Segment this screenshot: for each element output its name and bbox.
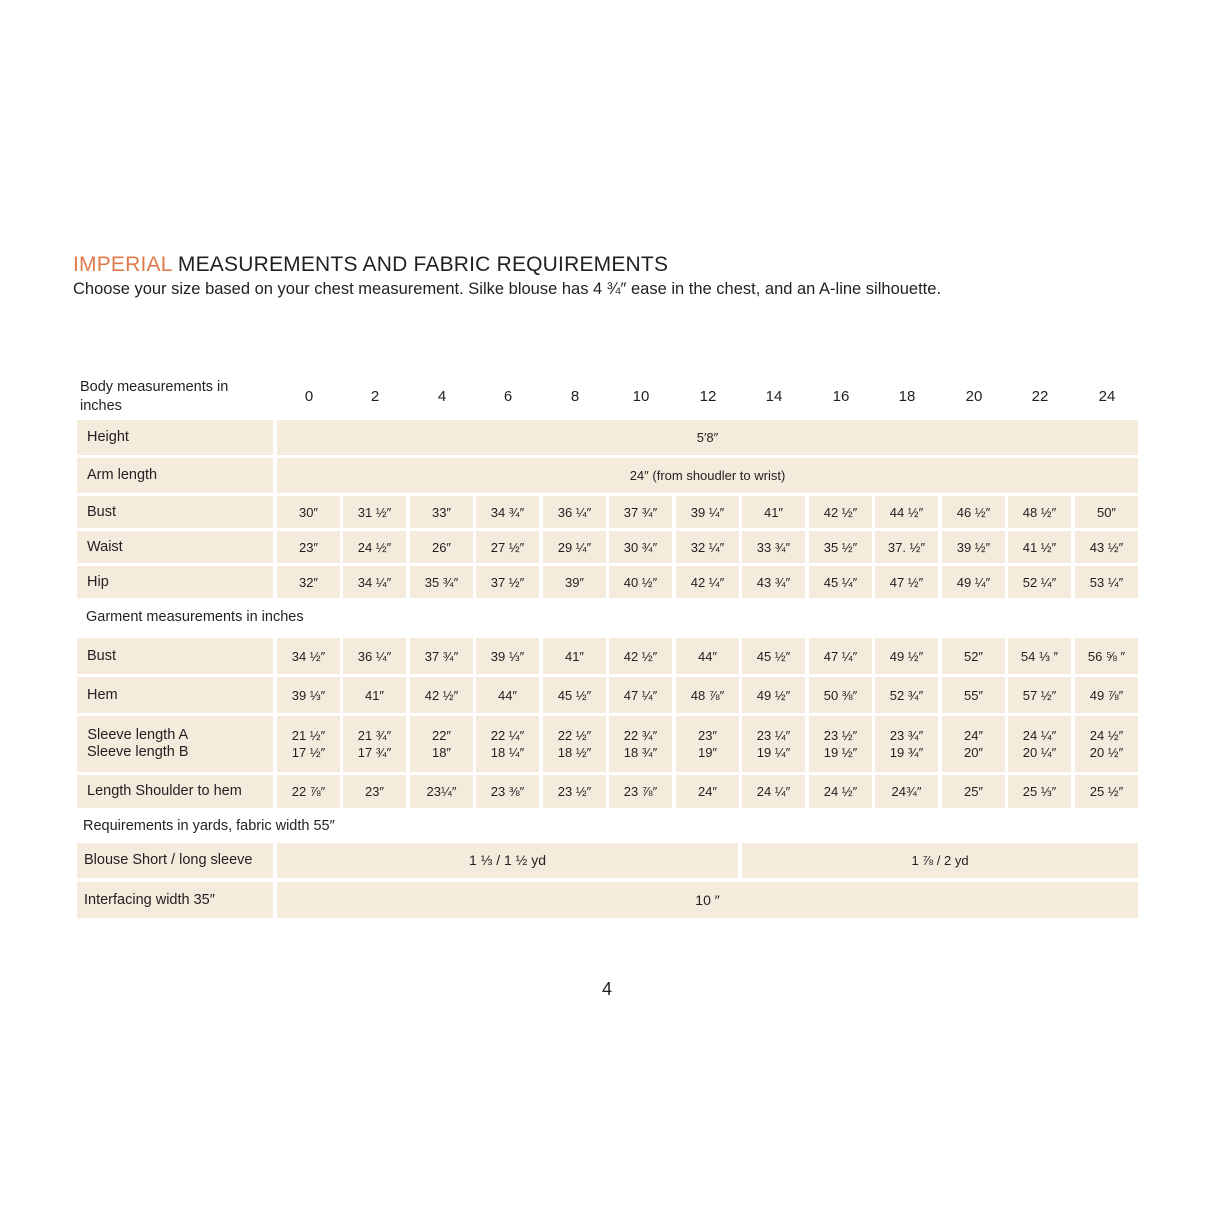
body-hip-label: Hip [77, 566, 273, 598]
interfacing-label: Interfacing width 35″ [77, 882, 273, 918]
sleeve-length-label [77, 716, 273, 772]
body-hip-cell: 45 ¼″ [809, 566, 872, 598]
title-rest: MEASUREMENTS AND FABRIC REQUIREMENTS [171, 253, 669, 276]
body-hip-cell: 43 ¾″ [742, 566, 805, 598]
sleeve-length-cell [410, 716, 473, 772]
size-header: 14 [765, 388, 783, 405]
sleeve-length-cell [543, 716, 606, 772]
body-waist-cell: 32 ¼″ [676, 531, 739, 563]
sleeve-b-value: 19 ½″ [823, 745, 858, 760]
body-hip-cell: 32″ [277, 566, 340, 598]
garment-bust-cell: 52″ [942, 638, 1005, 674]
requirements-header: Requirements in yards, fabric width 55″ [83, 818, 335, 834]
body-bust-cell: 48 ½″ [1008, 496, 1071, 528]
size-header: 20 [965, 388, 983, 405]
arm-length-label: Arm length [77, 458, 273, 493]
sleeve-length-cell [277, 716, 340, 772]
sleeve-a-value: 21 ¾″ [357, 728, 392, 743]
sleeve-a-value: 22 ½″ [557, 728, 592, 743]
body-bust-cell: 46 ½″ [942, 496, 1005, 528]
garment-hem-cell: 48 ⅞″ [676, 677, 739, 713]
body-bust-cell: 44 ½″ [875, 496, 938, 528]
garment-bust-cell: 39 ⅓″ [476, 638, 539, 674]
body-bust-cell: 30″ [277, 496, 340, 528]
garment-bust-cell: 42 ½″ [609, 638, 672, 674]
body-hip-cell: 53 ¼″ [1075, 566, 1138, 598]
length-shoulder-hem-cell: 23 ½″ [543, 775, 606, 808]
sleeve-value-stack [558, 727, 592, 761]
length-shoulder-hem-cell: 23 ⅜″ [476, 775, 539, 808]
garment-hem-cell: 52 ¾″ [875, 677, 938, 713]
arm-length-value: 24″ (from shoudler to wrist) [277, 458, 1138, 493]
sleeve-a-value: 23 ¼″ [756, 728, 791, 743]
body-waist-cell: 39 ½″ [942, 531, 1005, 563]
garment-bust-cell: 41″ [543, 638, 606, 674]
sleeve-value-stack [432, 727, 451, 761]
sleeve-a-value: 23 ¾″ [889, 728, 924, 743]
sleeve-a-value: 22 ¼″ [490, 728, 525, 743]
sleeve-b-value: 19 ¼″ [756, 745, 791, 760]
sleeve-a-value: 21 ½″ [291, 728, 326, 743]
garment-bust-cell: 45 ½″ [742, 638, 805, 674]
sleeve-value-stack [890, 727, 924, 761]
sleeve-length-cell [1008, 716, 1071, 772]
length-shoulder-hem-cell: 25 ⅓″ [1008, 775, 1071, 808]
sleeve-a-value: 24″ [963, 728, 984, 743]
garment-hem-cell: 57 ½″ [1008, 677, 1071, 713]
body-hip-cell: 39″ [543, 566, 606, 598]
sleeve-length-cell [676, 716, 739, 772]
length-shoulder-hem-cell: 23″ [343, 775, 406, 808]
sleeve-value-stack [292, 727, 326, 761]
page-subtitle: Choose your size based on your chest measurement. Silke blouse has 4 ¾″ ease in the chest, and an A-line silhouette. [73, 280, 942, 298]
sleeve-label-stack [87, 727, 189, 761]
blouse-small-sizes-value: 1 ⅓ / 1 ½ yd [277, 843, 738, 878]
length-shoulder-hem-cell: 25″ [942, 775, 1005, 808]
garment-bust-cell: 44″ [676, 638, 739, 674]
sleeve-value-stack [698, 727, 717, 761]
body-hip-cell: 42 ¼″ [676, 566, 739, 598]
size-header: 16 [832, 388, 850, 405]
garment-hem-cell: 47 ¼″ [609, 677, 672, 713]
body-bust-cell: 41″ [742, 496, 805, 528]
size-header: 2 [370, 388, 380, 405]
sleeve-b-value: 20″ [963, 745, 984, 760]
garment-bust-cell: 49 ½″ [875, 638, 938, 674]
garment-bust-cell: 56 ⅝ ″ [1075, 638, 1138, 674]
size-header: 4 [437, 388, 447, 405]
sleeve-b-value: 18″ [431, 745, 452, 760]
body-bust-cell: 36 ¼″ [543, 496, 606, 528]
length-shoulder-hem-cell: 23 ⅞″ [609, 775, 672, 808]
sleeve-length-cell [609, 716, 672, 772]
body-waist-label: Waist [77, 531, 273, 563]
sleeve-value-stack [964, 727, 983, 761]
length-shoulder-hem-cell: 24 ½″ [809, 775, 872, 808]
length-shoulder-hem-cell: 25 ½″ [1075, 775, 1138, 808]
sleeve-a-value: 24 ½″ [1089, 728, 1124, 743]
body-bust-label: Bust [77, 496, 273, 528]
sleeve-b-value: 20 ¼″ [1022, 745, 1057, 760]
body-hip-cell: 37 ½″ [476, 566, 539, 598]
body-hip-cell: 40 ½″ [609, 566, 672, 598]
size-header: 12 [699, 388, 717, 405]
length-shoulder-hem-cell: 24¾″ [875, 775, 938, 808]
body-bust-cell: 37 ¾″ [609, 496, 672, 528]
body-waist-cell: 41 ½″ [1008, 531, 1071, 563]
garment-hem-cell: 50 ⅜″ [809, 677, 872, 713]
body-measurements-header: Body measurements in inches [80, 379, 229, 414]
body-waist-cell: 26″ [410, 531, 473, 563]
sleeve-value-stack [491, 727, 525, 761]
garment-hem-cell: 42 ½″ [410, 677, 473, 713]
sleeve-length-cell [942, 716, 1005, 772]
body-waist-cell: 33 ¾″ [742, 531, 805, 563]
sleeve-a-value: 23″ [697, 728, 718, 743]
body-waist-cell: 29 ¼″ [543, 531, 606, 563]
height-label: Height [77, 420, 273, 455]
body-waist-cell: 24 ½″ [343, 531, 406, 563]
sleeve-value-stack [757, 727, 791, 761]
body-hip-cell: 49 ¼″ [942, 566, 1005, 598]
garment-hem-cell: 41″ [343, 677, 406, 713]
sleeve-b-value: 17 ½″ [291, 745, 326, 760]
garment-bust-cell: 36 ¼″ [343, 638, 406, 674]
body-bust-cell: 39 ¼″ [676, 496, 739, 528]
size-header: 24 [1098, 388, 1116, 405]
size-header: 22 [1031, 388, 1049, 405]
garment-bust-cell: 54 ⅓ ″ [1008, 638, 1071, 674]
interfacing-value: 10 ″ [277, 882, 1138, 918]
garment-bust-label: Bust [77, 638, 273, 674]
garment-measurements-header: Garment measurements in inches [86, 609, 304, 625]
sleeve-length-cell [875, 716, 938, 772]
body-waist-cell: 37. ½″ [875, 531, 938, 563]
height-value: 5′8″ [277, 420, 1138, 455]
body-bust-cell: 31 ½″ [343, 496, 406, 528]
page-number: 4 [601, 979, 612, 999]
body-waist-cell: 35 ½″ [809, 531, 872, 563]
sleeve-a-value: 23 ½″ [823, 728, 858, 743]
body-waist-cell: 27 ½″ [476, 531, 539, 563]
sleeve-value-stack [624, 727, 658, 761]
garment-hem-cell: 49 ½″ [742, 677, 805, 713]
size-header: 18 [898, 388, 916, 405]
body-hip-cell: 34 ¼″ [343, 566, 406, 598]
length-shoulder-hem-cell: 24 ¼″ [742, 775, 805, 808]
sleeve-length-cell [809, 716, 872, 772]
garment-hem-cell: 44″ [476, 677, 539, 713]
sleeve-b-value: 18 ¾″ [623, 745, 658, 760]
sleeve-length-cell [476, 716, 539, 772]
sleeve-length-cell [343, 716, 406, 772]
sleeve-a-label: Sleeve length A [87, 727, 189, 743]
size-header: 0 [304, 388, 314, 405]
body-bust-cell: 50″ [1075, 496, 1138, 528]
blouse-large-sizes-value: 1 ⅞ / 2 yd [742, 843, 1138, 878]
sleeve-b-value: 18 ¼″ [490, 745, 525, 760]
body-waist-cell: 43 ½″ [1075, 531, 1138, 563]
sleeve-value-stack [358, 727, 392, 761]
body-waist-cell: 23″ [277, 531, 340, 563]
garment-bust-cell: 34 ½″ [277, 638, 340, 674]
sleeve-b-value: 19 ¾″ [889, 745, 924, 760]
body-waist-cell: 30 ¾″ [609, 531, 672, 563]
body-bust-cell: 33″ [410, 496, 473, 528]
sleeve-b-label: Sleeve length B [87, 744, 189, 760]
size-header: 10 [632, 388, 650, 405]
title-accent: IMPERIAL [73, 253, 172, 276]
length-shoulder-hem-cell: 23¼″ [410, 775, 473, 808]
body-hip-cell: 47 ½″ [875, 566, 938, 598]
page-title [73, 252, 668, 278]
body-hip-cell: 35 ¾″ [410, 566, 473, 598]
garment-hem-label: Hem [77, 677, 273, 713]
size-header: 8 [570, 388, 580, 405]
sleeve-a-value: 24 ¼″ [1022, 728, 1057, 743]
garment-hem-cell: 49 ⅞″ [1075, 677, 1138, 713]
sleeve-value-stack [824, 727, 858, 761]
sleeve-a-value: 22″ [431, 728, 452, 743]
sleeve-value-stack [1090, 727, 1124, 761]
sleeve-length-cell [1075, 716, 1138, 772]
sleeve-length-cell [742, 716, 805, 772]
garment-hem-cell: 55″ [942, 677, 1005, 713]
sleeve-b-value: 17 ¾″ [357, 745, 392, 760]
sleeve-value-stack [1023, 727, 1057, 761]
body-hip-cell: 52 ¼″ [1008, 566, 1071, 598]
garment-bust-cell: 47 ¼″ [809, 638, 872, 674]
size-header: 6 [503, 388, 513, 405]
sleeve-b-value: 18 ½″ [557, 745, 592, 760]
body-bust-cell: 34 ¾″ [476, 496, 539, 528]
garment-hem-cell: 45 ½″ [543, 677, 606, 713]
garment-bust-cell: 37 ¾″ [410, 638, 473, 674]
blouse-label: Blouse Short / long sleeve [77, 843, 273, 878]
length-shoulder-hem-cell: 24″ [676, 775, 739, 808]
sleeve-a-value: 22 ¾″ [623, 728, 658, 743]
length-shoulder-hem-cell: 22 ⅞″ [277, 775, 340, 808]
garment-hem-cell: 39 ⅓″ [277, 677, 340, 713]
sleeve-b-value: 19″ [697, 745, 718, 760]
sleeve-b-value: 20 ½″ [1089, 745, 1124, 760]
body-bust-cell: 42 ½″ [809, 496, 872, 528]
length-shoulder-hem-label: Length Shoulder to hem [77, 775, 273, 808]
